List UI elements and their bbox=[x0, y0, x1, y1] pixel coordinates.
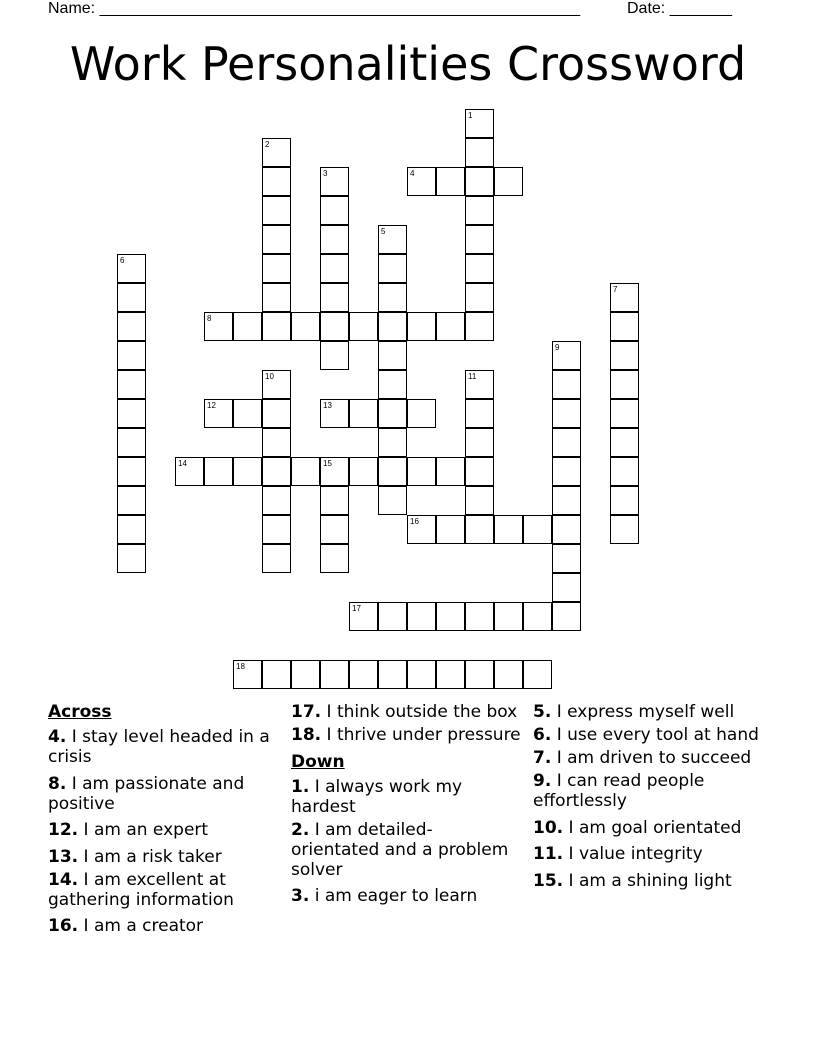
grid-cell[interactable] bbox=[610, 370, 639, 399]
cell-number: 11 bbox=[468, 372, 477, 381]
grid-cell[interactable] bbox=[204, 457, 233, 486]
grid-cell[interactable] bbox=[117, 486, 146, 515]
cell-number: 6 bbox=[120, 256, 125, 265]
clue-across-18: 18. I thrive under pressure bbox=[291, 725, 521, 745]
down-heading: Down bbox=[291, 751, 345, 772]
grid-cell[interactable] bbox=[349, 399, 378, 428]
grid-cell[interactable] bbox=[233, 660, 262, 689]
clues-column-1 bbox=[48, 702, 278, 943]
grid-cell[interactable] bbox=[465, 167, 494, 196]
clues-column-3 bbox=[533, 702, 763, 897]
grid-cell[interactable] bbox=[465, 370, 494, 399]
grid-cell[interactable] bbox=[378, 312, 407, 341]
grid-cell[interactable] bbox=[465, 283, 494, 312]
grid-cell[interactable] bbox=[552, 341, 581, 370]
cell-number: 3 bbox=[323, 169, 328, 178]
grid-cell[interactable] bbox=[407, 660, 436, 689]
grid-cell[interactable] bbox=[378, 254, 407, 283]
clue-down-9: 9. I can read people effortlessly bbox=[533, 771, 705, 811]
grid-cell[interactable] bbox=[610, 457, 639, 486]
clue-down-5: 5. I express myself well bbox=[533, 702, 735, 722]
grid-cell[interactable] bbox=[436, 312, 465, 341]
grid-cell[interactable] bbox=[407, 167, 436, 196]
grid-cell[interactable] bbox=[407, 515, 436, 544]
cell-number: 12 bbox=[207, 401, 216, 410]
grid-cell[interactable] bbox=[552, 457, 581, 486]
grid-cell[interactable] bbox=[436, 457, 465, 486]
grid-cell[interactable] bbox=[233, 457, 262, 486]
cell-number: 13 bbox=[323, 401, 332, 410]
page-title: Work Personalities Crossword bbox=[69, 37, 747, 91]
grid-cell[interactable] bbox=[262, 399, 291, 428]
grid-cell[interactable] bbox=[378, 341, 407, 370]
grid-cell[interactable] bbox=[523, 660, 552, 689]
name-field-label: Name: ______________________________________________________ bbox=[48, 0, 581, 17]
grid-cell[interactable] bbox=[262, 167, 291, 196]
cell-number: 16 bbox=[410, 517, 419, 526]
grid-cell[interactable] bbox=[610, 341, 639, 370]
clue-across-16: 16. I am a creator bbox=[48, 916, 204, 936]
grid-cell[interactable] bbox=[552, 428, 581, 457]
grid-cell[interactable] bbox=[262, 138, 291, 167]
grid-cell[interactable] bbox=[291, 660, 320, 689]
clues-column-2 bbox=[291, 702, 521, 913]
grid-cell[interactable] bbox=[378, 399, 407, 428]
grid-cell[interactable] bbox=[552, 399, 581, 428]
grid-cell[interactable] bbox=[378, 428, 407, 457]
grid-cell[interactable] bbox=[378, 370, 407, 399]
clue-down-7: 7. I am driven to succeed bbox=[533, 748, 752, 768]
grid-cell[interactable] bbox=[610, 486, 639, 515]
grid-cell[interactable] bbox=[465, 602, 494, 631]
grid-cell[interactable] bbox=[465, 486, 494, 515]
grid-cell[interactable] bbox=[320, 341, 349, 370]
clue-across-13: 13. I am a risk taker bbox=[48, 846, 222, 867]
grid-cell[interactable] bbox=[523, 602, 552, 631]
cell-number: 18 bbox=[236, 662, 245, 671]
grid-cell[interactable] bbox=[262, 312, 291, 341]
grid-cell[interactable] bbox=[465, 109, 494, 138]
grid-cell[interactable] bbox=[204, 312, 233, 341]
clue-down-2: 2. I am detailed-orientated and a problem solver bbox=[291, 819, 509, 880]
grid-cell[interactable] bbox=[552, 544, 581, 573]
grid-cell[interactable] bbox=[552, 573, 581, 602]
grid-cell[interactable] bbox=[262, 428, 291, 457]
clue-down-6: 6. I use every tool at hand bbox=[533, 725, 759, 745]
grid-cell[interactable] bbox=[552, 602, 581, 631]
grid-cell[interactable] bbox=[262, 370, 291, 399]
grid-cell[interactable] bbox=[465, 254, 494, 283]
grid-cell[interactable] bbox=[610, 312, 639, 341]
grid-cell[interactable] bbox=[610, 515, 639, 544]
grid-cell[interactable] bbox=[465, 660, 494, 689]
grid-cell[interactable] bbox=[262, 515, 291, 544]
cell-number: 4 bbox=[410, 169, 415, 178]
grid-cell[interactable] bbox=[378, 457, 407, 486]
grid-cell[interactable] bbox=[320, 196, 349, 225]
grid-cell[interactable] bbox=[494, 167, 523, 196]
grid-cell[interactable] bbox=[320, 515, 349, 544]
grid-cell[interactable] bbox=[349, 602, 378, 631]
grid-cell[interactable] bbox=[552, 370, 581, 399]
grid-cell[interactable] bbox=[378, 602, 407, 631]
clue-across-4: 4. I stay level headed in a crisis bbox=[48, 727, 270, 767]
grid-cell[interactable] bbox=[552, 515, 581, 544]
grid-cell[interactable] bbox=[117, 341, 146, 370]
grid-cell[interactable] bbox=[175, 457, 204, 486]
grid-cell[interactable] bbox=[262, 486, 291, 515]
grid-cell[interactable] bbox=[262, 457, 291, 486]
clue-across-12: 12. I am an expert bbox=[48, 820, 209, 840]
grid-cell[interactable] bbox=[117, 457, 146, 486]
grid-cell[interactable] bbox=[610, 399, 639, 428]
cell-number: 7 bbox=[613, 285, 618, 294]
cell-number: 14 bbox=[178, 459, 187, 468]
cell-number: 10 bbox=[265, 372, 274, 381]
grid-cell[interactable] bbox=[436, 602, 465, 631]
grid-cell[interactable] bbox=[494, 660, 523, 689]
grid-cell[interactable] bbox=[291, 312, 320, 341]
cell-number: 15 bbox=[323, 459, 332, 468]
clue-down-11: 11. I value integrity bbox=[533, 844, 703, 864]
grid-cell[interactable] bbox=[349, 457, 378, 486]
grid-cell[interactable] bbox=[233, 399, 262, 428]
clue-down-15: 15. I am a shining light bbox=[533, 870, 732, 891]
grid-cell[interactable] bbox=[117, 428, 146, 457]
grid-cell[interactable] bbox=[320, 283, 349, 312]
grid-cell[interactable] bbox=[262, 254, 291, 283]
grid-cell[interactable] bbox=[494, 515, 523, 544]
grid-cell[interactable] bbox=[117, 283, 146, 312]
grid-cell[interactable] bbox=[262, 225, 291, 254]
cell-number: 1 bbox=[468, 111, 473, 120]
cell-number: 5 bbox=[381, 227, 386, 236]
grid-cell[interactable] bbox=[407, 457, 436, 486]
grid-cell[interactable] bbox=[610, 428, 639, 457]
grid-cell[interactable] bbox=[407, 602, 436, 631]
cell-number: 2 bbox=[265, 140, 270, 149]
grid-cell[interactable] bbox=[523, 515, 552, 544]
grid-cell[interactable] bbox=[465, 138, 494, 167]
grid-cell[interactable] bbox=[465, 399, 494, 428]
grid-cell[interactable] bbox=[117, 399, 146, 428]
grid-cell[interactable] bbox=[320, 457, 349, 486]
grid-cell[interactable] bbox=[407, 312, 436, 341]
date-field-label: Date: _______ bbox=[627, 0, 732, 17]
grid-cell[interactable] bbox=[291, 457, 320, 486]
grid-cell[interactable] bbox=[320, 312, 349, 341]
grid-cell[interactable] bbox=[436, 167, 465, 196]
grid-cell[interactable] bbox=[465, 457, 494, 486]
grid-cell[interactable] bbox=[465, 428, 494, 457]
grid-cell[interactable] bbox=[465, 196, 494, 225]
clue-across-14: 14. I am excellent at gathering information bbox=[48, 869, 234, 910]
grid-cell[interactable] bbox=[610, 283, 639, 312]
grid-cell[interactable] bbox=[552, 486, 581, 515]
grid-cell[interactable] bbox=[320, 254, 349, 283]
grid-cell[interactable] bbox=[204, 399, 233, 428]
grid-cell[interactable] bbox=[320, 167, 349, 196]
grid-cell[interactable] bbox=[349, 660, 378, 689]
grid-cell[interactable] bbox=[407, 399, 436, 428]
grid-cell[interactable] bbox=[465, 225, 494, 254]
grid-cell[interactable] bbox=[378, 283, 407, 312]
clue-down-3: 3. i am eager to learn bbox=[291, 886, 478, 906]
across-heading: Across bbox=[48, 702, 112, 722]
grid-cell[interactable] bbox=[262, 660, 291, 689]
grid-cell[interactable] bbox=[233, 312, 262, 341]
grid-cell[interactable] bbox=[494, 602, 523, 631]
grid-cell[interactable] bbox=[378, 486, 407, 515]
grid-cell[interactable] bbox=[436, 660, 465, 689]
cell-number: 8 bbox=[207, 314, 212, 323]
cell-number: 17 bbox=[352, 604, 361, 613]
clue-across-8: 8. I am passionate and positive bbox=[48, 773, 245, 814]
grid-cell[interactable] bbox=[436, 515, 465, 544]
grid-cell[interactable] bbox=[262, 196, 291, 225]
grid-cell[interactable] bbox=[320, 544, 349, 573]
grid-cell[interactable] bbox=[117, 544, 146, 573]
grid-cell[interactable] bbox=[117, 515, 146, 544]
grid-cell[interactable] bbox=[320, 225, 349, 254]
grid-cell[interactable] bbox=[117, 370, 146, 399]
grid-cell[interactable] bbox=[465, 312, 494, 341]
cell-number: 9 bbox=[555, 343, 560, 352]
grid-cell[interactable] bbox=[465, 515, 494, 544]
grid-cell[interactable] bbox=[117, 312, 146, 341]
grid-cell[interactable] bbox=[117, 254, 146, 283]
grid-cell[interactable] bbox=[320, 486, 349, 515]
grid-cell[interactable] bbox=[320, 399, 349, 428]
clue-across-17: 17. I think outside the box bbox=[291, 702, 518, 722]
grid-cell[interactable] bbox=[378, 660, 407, 689]
grid-cell[interactable] bbox=[320, 660, 349, 689]
clue-down-10: 10. I am goal orientated bbox=[533, 817, 742, 838]
grid-cell[interactable] bbox=[349, 312, 378, 341]
grid-cell[interactable] bbox=[378, 225, 407, 254]
grid-cell[interactable] bbox=[262, 283, 291, 312]
clue-down-1: 1. I always work my hardest bbox=[291, 776, 463, 817]
grid-cell[interactable] bbox=[262, 544, 291, 573]
